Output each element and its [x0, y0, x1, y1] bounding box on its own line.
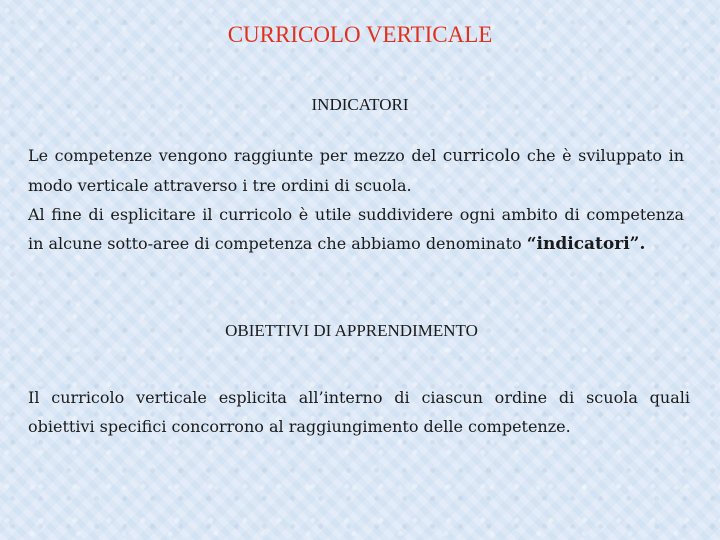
slide-title: CURRICOLO VERTICALE: [227, 22, 493, 47]
indicatori-paragraph-1: [28, 141, 684, 200]
section-heading-obiettivi: OBIETTIVI DI APPRENDIMENTO: [225, 321, 478, 340]
obiettivi-paragraph: Il curricolo verticale esplicita all’interno di ciascun ordine di scuola quali obiettivi specifici concorrono al raggiungimento delle competenze.: [28, 388, 690, 436]
indicatori-p1-text-end: che è sviluppato in modo verticale attraverso i tre ordini di scuola.: [28, 146, 685, 195]
indicatori-p1-text-start: Le competenze vengono raggiunte per mezzo del: [28, 146, 443, 165]
indicatori-p2-text: Al fine di esplicitare il curricolo è utile suddividere ogni ambito di competenza in alcune sotto-aree di competenza che abbiamo denominato: [28, 205, 684, 253]
indicatori-paragraph-2: [28, 200, 684, 259]
section-heading-indicatori: INDICATORI: [311, 95, 409, 114]
indicatori-text-block: [28, 141, 684, 259]
keyword-indicatori: “indicatori”.: [526, 234, 646, 254]
keyword-curricolo: curricolo: [442, 146, 521, 166]
